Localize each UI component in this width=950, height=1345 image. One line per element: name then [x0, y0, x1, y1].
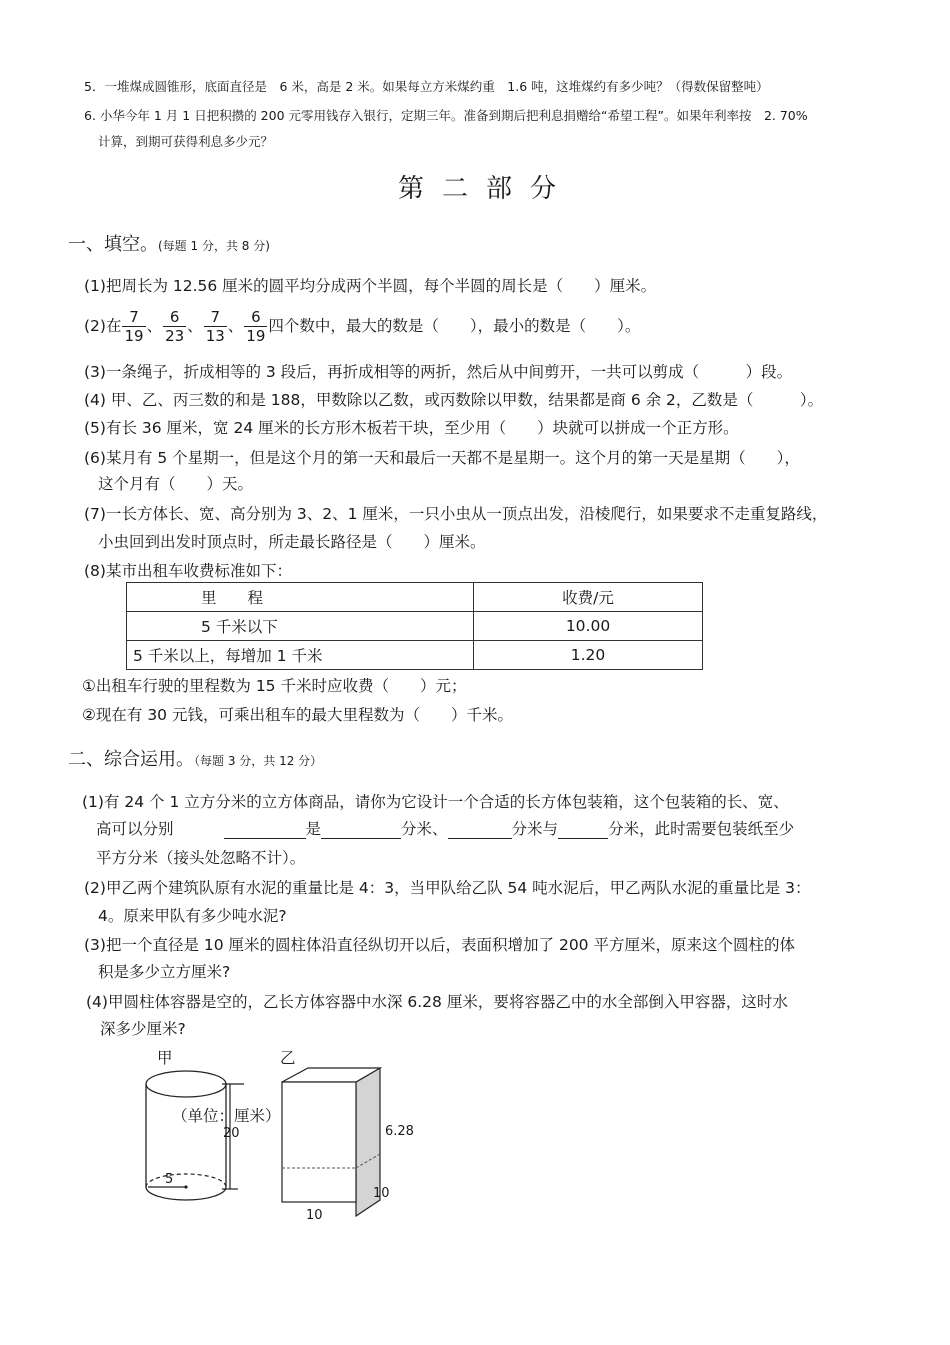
- box-width-label: 10: [373, 1186, 390, 1201]
- fraction-2-denominator: 23: [165, 327, 185, 345]
- table-cell: 1.20: [474, 641, 703, 670]
- fraction-2: [163, 308, 186, 345]
- apply-question-4-line2: 深多少厘米?: [100, 1020, 186, 1038]
- fill-question-3: (3)一条绳子，折成相等的 3 段后，再折成相等的两折，然后从中间剪开，一共可以剪成（ ）段。: [84, 363, 793, 381]
- fraction-3: [204, 308, 227, 345]
- table-header-cell: 收费/元: [474, 583, 703, 612]
- answer-blank: [448, 822, 512, 839]
- q2-prefix: (2)在: [84, 317, 122, 335]
- fraction-3-numerator: 7: [204, 308, 227, 327]
- q2-separator: 、: [227, 317, 244, 335]
- apply-question-3-line2: 积是多少立方厘米?: [98, 963, 231, 981]
- apply-question-2-line2: 4。原来甲队有多少吨水泥?: [98, 907, 287, 925]
- table-cell: 5 千米以下: [127, 612, 474, 641]
- part1-question-5: 5．一堆煤成圆锥形，底面直径是 6 米，高是 2 米。如果每立方米煤约重 1.6 吨，这堆煤约有多少吨？（得数保留整吨）: [84, 79, 769, 94]
- fraction-4-denominator: 19: [246, 327, 266, 345]
- q1-text-a: 高可以分别: [96, 820, 174, 838]
- q1-text-c: 分米、: [401, 820, 448, 838]
- fill-question-5: (5)有长 36 厘米，宽 24 厘米的长方形木板若干块，至少用（ ）块就可以拼成一个正方形。: [84, 419, 739, 437]
- fraction-4-numerator: 6: [244, 308, 267, 327]
- fill-question-1: (1)把周长为 12.56 厘米的圆平均分成两个半圆，每个半圆的周长是（ ）厘米。: [84, 277, 657, 295]
- fill-question-8b: ②现在有 30 元钱，可乘出租车的最大里程数为（ ）千米。: [82, 706, 513, 724]
- table-header-row: [127, 583, 703, 612]
- containers-figure: [130, 1060, 430, 1230]
- answer-blank: [224, 822, 306, 839]
- section1-note: (每题 1 分，共 8 分): [158, 239, 270, 253]
- section1-heading: [68, 230, 270, 256]
- fill-question-2: [84, 304, 640, 348]
- apply-question-4-line1: (4)甲圆柱体容器是空的，乙长方体容器中水深 6.28 厘米，要将容器乙中的水全部倒入甲容器，这时水: [86, 993, 788, 1011]
- q2-separator: 、: [146, 317, 163, 335]
- figure-unit-label: （单位：厘米）: [172, 1107, 281, 1125]
- container-yi-label: 乙: [280, 1049, 296, 1067]
- part1-question-6-line2: 计算，到期可获得利息多少元？: [98, 134, 274, 149]
- apply-question-1-line3: 平方分米（接头处忽略不计）。: [96, 849, 306, 867]
- part1-question-6-line1: 6. 小华今年 1 月 1 日把积攒的 200 元零用钱存入银行，定期三年。准备到期后把利息捐赠给“希望工程”。如果年利率按 2. 70%: [84, 108, 808, 123]
- container-jia-label: 甲: [157, 1049, 173, 1067]
- answer-blank: [321, 822, 401, 839]
- box-yi: [282, 1068, 380, 1216]
- q2-separator: 、: [187, 317, 203, 335]
- fraction-4: [244, 308, 267, 345]
- box-length-label: 10: [306, 1208, 323, 1223]
- section2-note: （每题 3 分，共 12 分）: [194, 754, 323, 768]
- apply-question-3-line1: (3)把一个直径是 10 厘米的圆柱体沿直径纵切开以后，表面积增加了 200 平方厘米，原来这个圆柱的体: [84, 936, 795, 954]
- cylinder-radius-label: 5: [165, 1172, 174, 1187]
- q1-text-e: 分米，此时需要包装纸至少: [608, 820, 795, 838]
- section2-heading-text: 二、综合运用。: [68, 749, 194, 770]
- apply-question-1-line1: (1)有 24 个 1 立方分米的立方体商品，请你为它设计一个合适的长方体包装箱，这个包装箱的长、宽、: [82, 793, 789, 811]
- q1-text-d: 分米与: [511, 820, 559, 838]
- fraction-2-numerator: 6: [163, 308, 186, 327]
- fill-question-6-line2: 这个月有（ ）天。: [98, 475, 254, 493]
- fraction-3-denominator: 13: [205, 327, 225, 345]
- apply-question-1-line2: [96, 817, 794, 839]
- fill-question-8a: ①出租车行驶的里程数为 15 千米时应收费（ ）元；: [82, 677, 467, 695]
- fill-question-6-line1: (6)某月有 5 个星期一，但是这个月的第一天和最后一天都不是星期一。这个月的第一天是星期（ ），: [84, 449, 800, 467]
- box-water-depth-label: 6.28: [385, 1124, 414, 1139]
- fraction-1-denominator: 19: [124, 327, 144, 345]
- apply-question-2-line1: (2)甲乙两个建筑队原有水泥的重量比是 4：3，当甲队给乙队 54 吨水泥后，甲乙两队水泥的重量比是 3：: [84, 879, 811, 897]
- section2-heading: [68, 745, 322, 771]
- fill-question-7-line1: (7)一长方体长、宽、高分别为 3、2、1 厘米，一只小虫从一顶点出发，沿棱爬行，如果要求不走重复路线，: [84, 505, 828, 523]
- cylinder-height-label: 20: [223, 1126, 240, 1141]
- fill-question-7-line2: 小虫回到出发时顶点时，所走最长路径是（ ）厘米。: [98, 533, 486, 551]
- part-title: 第二部分: [398, 174, 575, 204]
- fill-question-8-intro: (8)某市出租车收费标准如下：: [84, 562, 292, 580]
- section1-heading-text: 一、填空。: [68, 234, 158, 255]
- q2-suffix: 四个数中，最大的数是（ ），最小的数是（ ）。: [268, 317, 641, 335]
- table-row: [127, 641, 703, 670]
- fill-question-4: (4) 甲、乙、丙三数的和是 188，甲数除以乙数，或丙数除以甲数，结果都是商 6 余 2，乙数是（ ）。: [84, 391, 824, 409]
- taxi-fare-table: [126, 582, 703, 670]
- answer-blank: [558, 822, 608, 839]
- table-row: [127, 612, 703, 641]
- table-header-cell: 里 程: [127, 583, 474, 612]
- q1-text-b: 是: [305, 820, 322, 838]
- table-cell: 5 千米以上，每增加 1 千米: [127, 641, 474, 670]
- cylinder-jia: [146, 1071, 226, 1200]
- fraction-1: [122, 308, 145, 345]
- table-cell: 10.00: [474, 612, 703, 641]
- fraction-1-numerator: 7: [122, 308, 145, 327]
